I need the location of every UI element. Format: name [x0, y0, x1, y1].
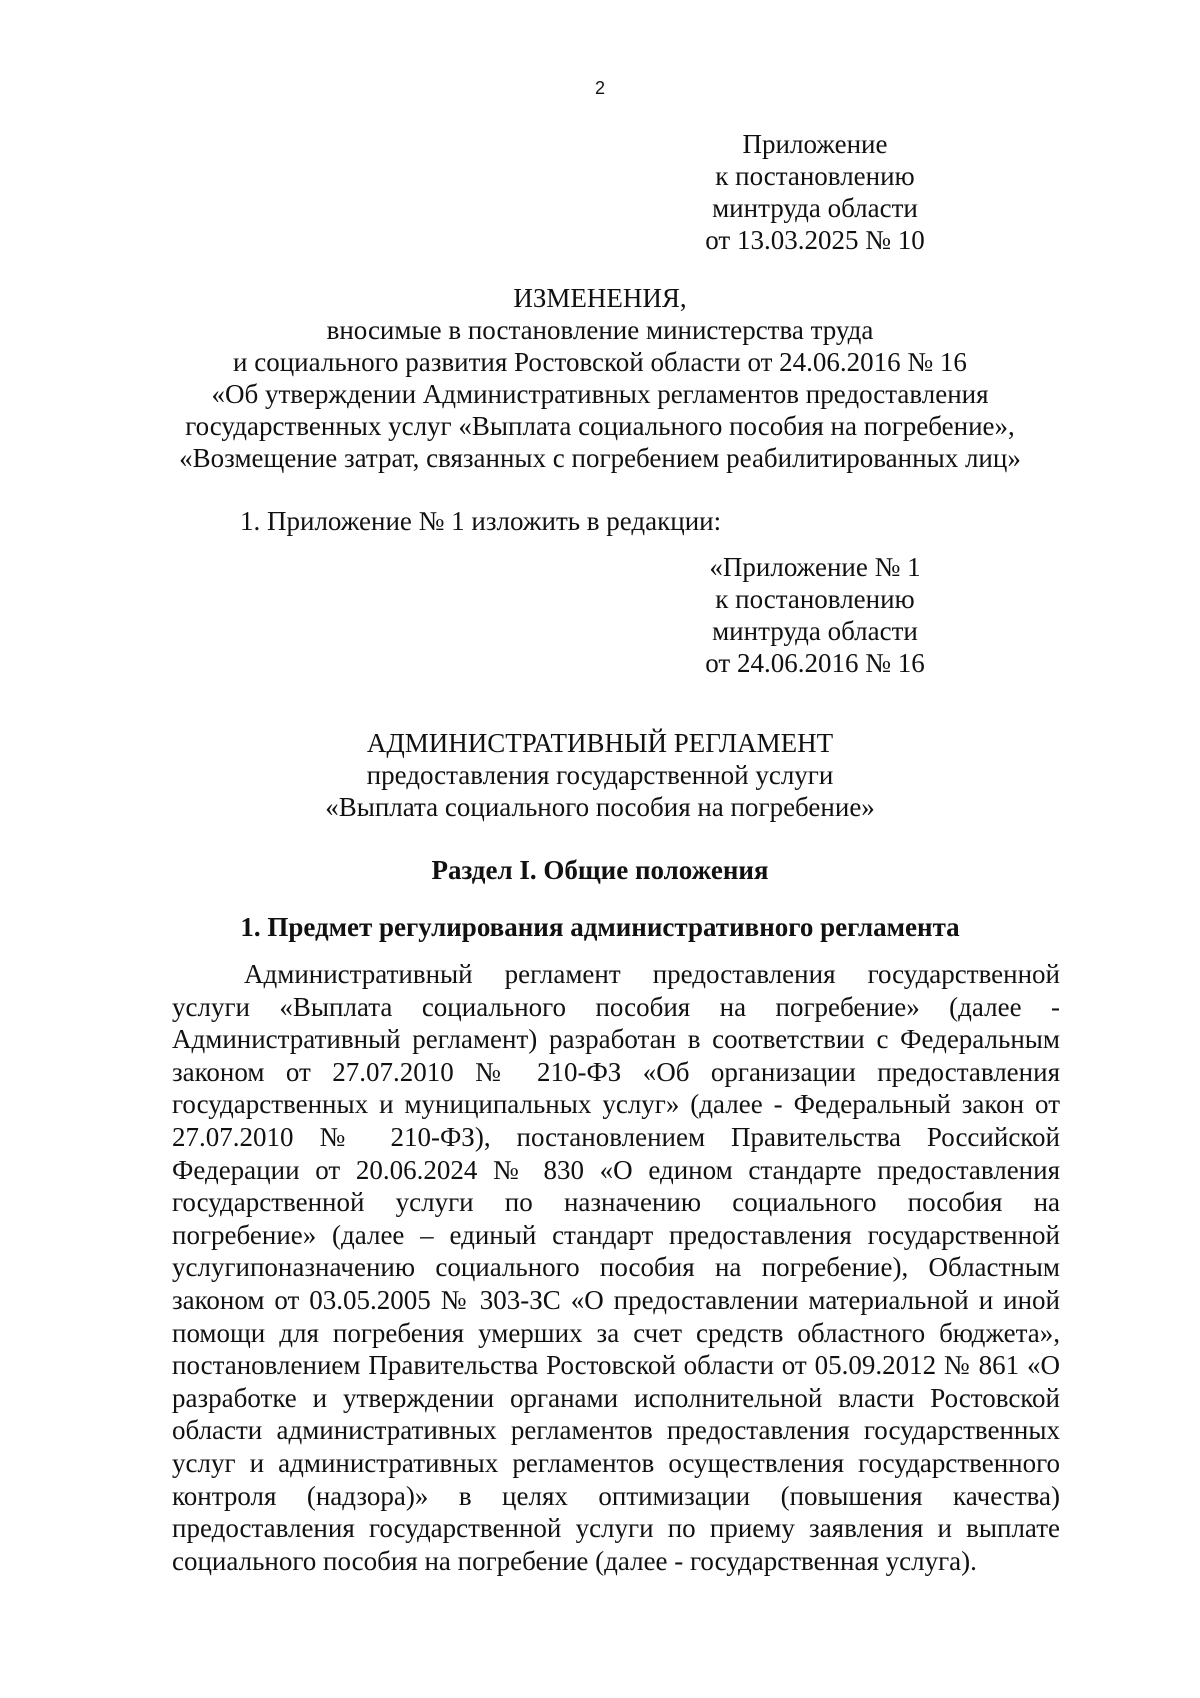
changes-line: «Возмещение затрат, связанных с погребением реабилитированных лиц»: [179, 443, 1021, 473]
changes-title: ИЗМЕНЕНИЯ,: [513, 283, 687, 313]
annotation-block: [635, 128, 995, 256]
changes-line: и социального развития Ростовской области от 24.06.2016 № 16: [233, 347, 967, 377]
annotation-line: Приложение: [742, 129, 888, 159]
regulation-line: «Выплата социального пособия на погребение»: [325, 792, 875, 822]
regulation-title: АДМИНИСТРАТИВНЫЙ РЕГЛАМЕНТ: [366, 728, 834, 758]
annotation-line: от 13.03.2025 № 10: [705, 225, 925, 255]
regulation-line: предоставления государственной услуги: [366, 760, 834, 790]
regulation-header: [0, 727, 1200, 823]
annex-line: от 24.06.2016 № 16: [705, 648, 925, 678]
item-1: 1. Приложение № 1 изложить в редакции:: [240, 506, 722, 536]
changes-line: вносимые в постановление министерства труда: [326, 315, 874, 345]
page-number: 2: [594, 78, 605, 98]
annex-line: к постановлению: [715, 584, 915, 614]
section-title: Раздел I. Общие положения: [431, 855, 769, 885]
changes-line: «Об утверждении Административных регламентов предоставления: [211, 379, 989, 409]
subsection-title: 1. Предмет регулирования административного регламента: [240, 912, 960, 942]
annotation-line: минтруда области: [712, 193, 918, 223]
changes-line: государственных услуг «Выплата социального пособия на погребение»,: [185, 411, 1015, 441]
annex-line: «Приложение № 1: [709, 552, 921, 582]
annex-line: минтруда области: [712, 616, 918, 646]
annex-1-block: [635, 551, 995, 679]
changes-header: [0, 282, 1200, 474]
body-paragraph: Административный регламент предоставления государственной услуги «Выплата социального пособия на погребение» (далее - Административный регламент) разработан в соответствии с Федеральным законом от 27.07.2010 № 210-ФЗ «Об организации предоставления государственных и муниципальных услуг» (далее - Федеральный закон от 27.07.2010 № 210-ФЗ), постановлением Правительства Российской Федерации от 20.06.2024 № 830 «О едином стандарте предоставления государственной услуги по назначению социального пособия на погребение» (далее – единый стандарт предоставления государственной услугипоназначению социального пособия на погребение), Областным законом от 03.05.2005 № 303-ЗС «О предоставлении материальной и иной помощи для погребения умерших за счет средств областного бюджета», постановлением Правительства Ростовской области от 05.09.2012 № 861 «О разработке и утверждении органами исполнительной власти Ростовской области административных регламентов предоставления государственных услуг и административных регламентов осуществления государственного контроля (надзора)» в целях оптимизации (повышения качества) предоставления государственной услуги по приему заявления и выплате социального пособия на погребение (далее - государственная услуга).: [172, 959, 1060, 1576]
annotation-line: к постановлению: [715, 161, 915, 191]
